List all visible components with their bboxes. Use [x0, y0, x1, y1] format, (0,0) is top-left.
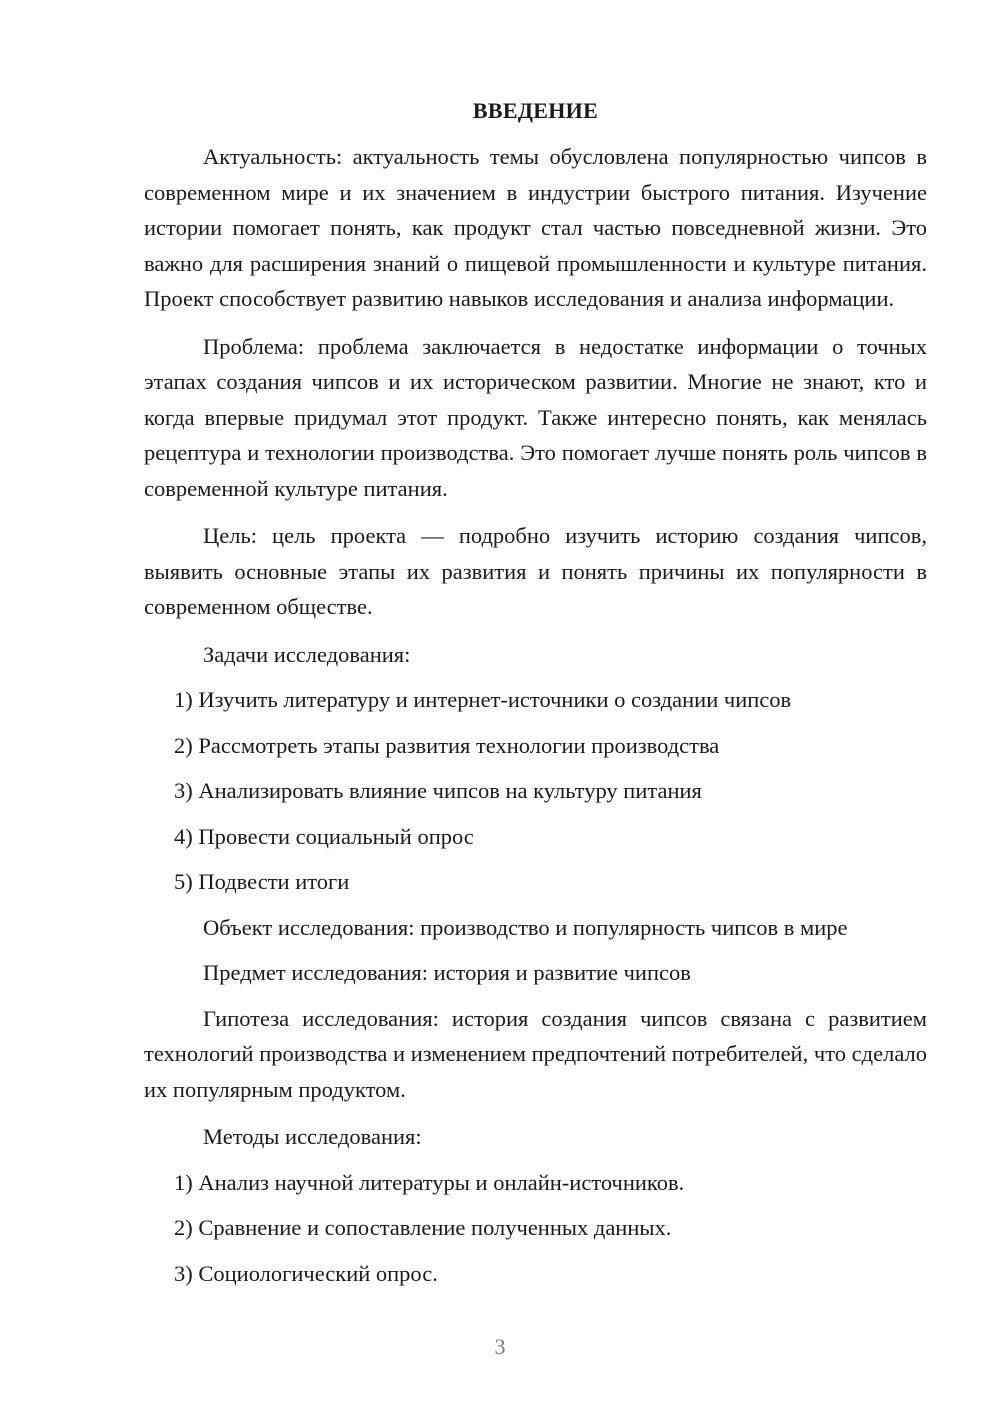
method-item-2: 2) Сравнение и сопоставление полученных данных. — [174, 1215, 672, 1240]
problem-paragraph: Проблема: проблема заключается в недостатке информации о точных этапах создания чипсов и их историческом развитии. Многие не знают, кто и когда впервые придумал этот продукт. Также интересно понять, как менялась рецептура и технологии производства. Это помогает лучше понять роль чипсов в современной культуре питания. — [144, 333, 927, 501]
tasks-heading: Задачи исследования: — [203, 641, 411, 667]
research-subject: Предмет исследования: история и развитие чипсов — [203, 960, 691, 985]
page-content — [144, 93, 927, 1301]
research-object: Объект исследования: производство и популярность чипсов в мире — [203, 914, 848, 940]
page-number: 3 — [494, 1334, 506, 1359]
task-item-3: 3) Анализировать влияние чипсов на культуру питания — [174, 778, 702, 803]
task-item-4: 4) Провести социальный опрос — [174, 823, 474, 849]
task-item-2: 2) Рассмотреть этапы развития технологии производства — [174, 732, 720, 758]
task-item-5: 5) Подвести итоги — [174, 869, 350, 894]
section-title: ВВЕДЕНИЕ — [472, 98, 599, 123]
method-item-1: 1) Анализ научной литературы и онлайн-источников. — [174, 1169, 685, 1195]
hypothesis-paragraph: Гипотеза исследования: история создания чипсов связана с развитием технологий производства и изменением предпочтений потребителей, что сделало их популярным продуктом. — [144, 1005, 927, 1102]
goal-paragraph: Цель: цель проекта — подробно изучить историю создания чипсов, выявить основные этапы их развития и понять причины их популярности в современном обществе. — [144, 523, 927, 619]
methods-heading: Методы исследования: — [203, 1124, 422, 1149]
task-item-1: 1) Изучить литературу и интернет-источники о создании чипсов — [174, 687, 792, 712]
relevance-paragraph: Актуальность: актуальность темы обусловлена популярностью чипсов в современном мире и их значением в индустрии быстрого питания. Изучение истории помогает понять, как продукт стал частью повседневной жизни. Это важно для расширения знаний о пищевой промышленности и культуре питания. Проект способствует развитию навыков исследования и анализа информации. — [144, 144, 927, 311]
method-item-3: 3) Социологический опрос. — [174, 1260, 438, 1286]
